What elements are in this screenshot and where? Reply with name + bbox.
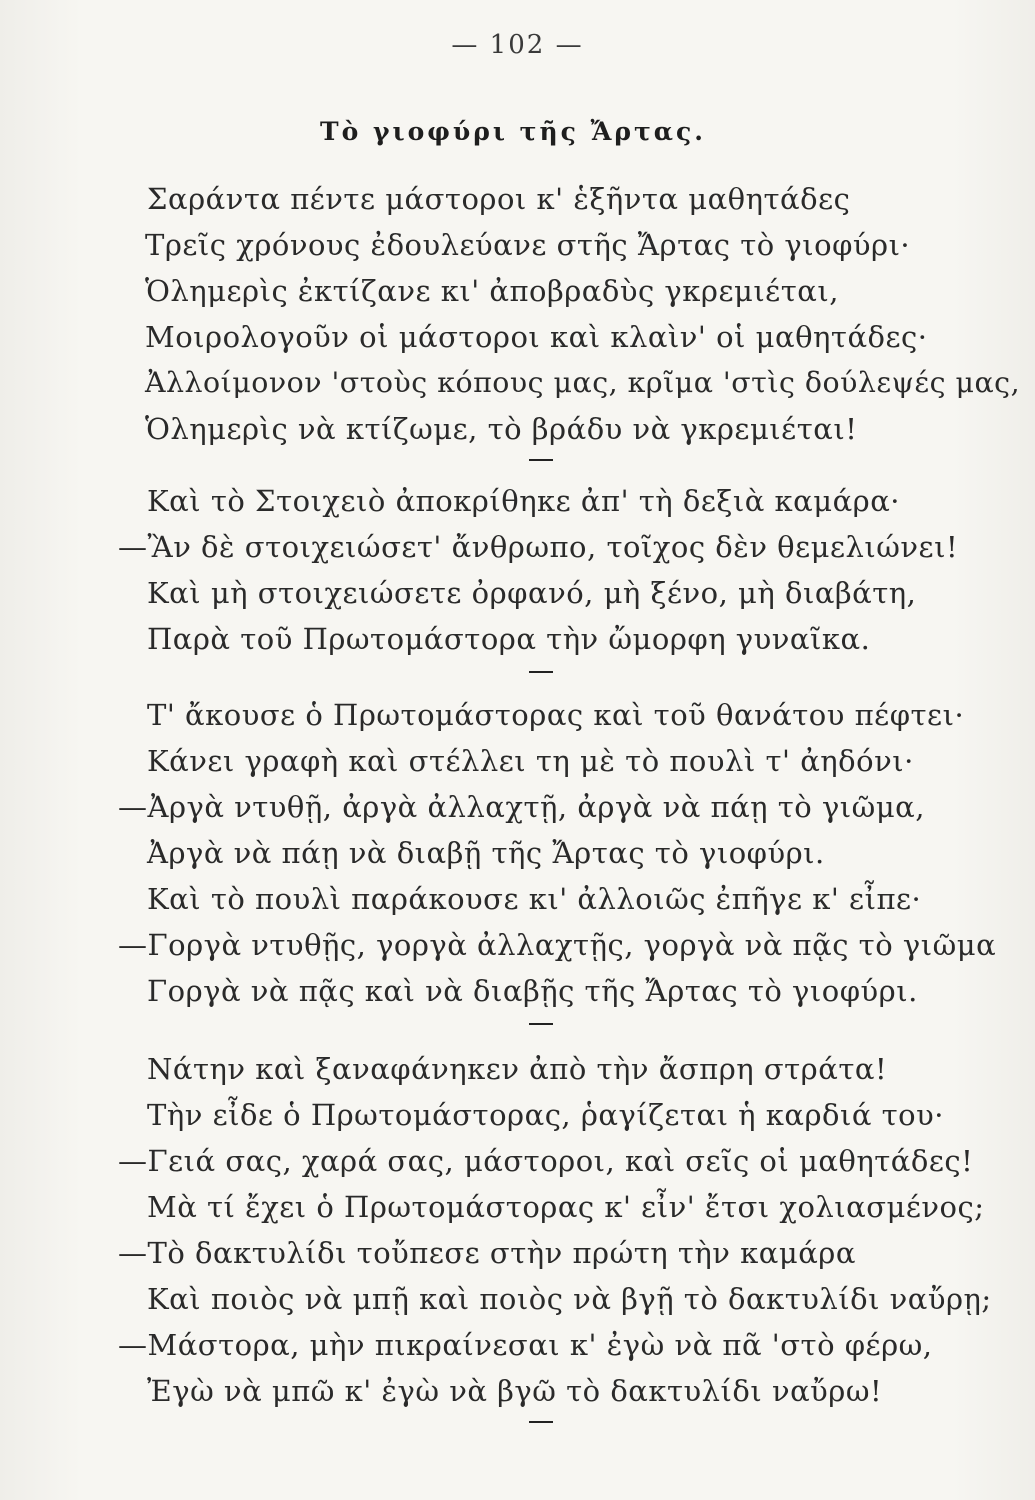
verse-line: Γοργὰ νὰ πᾷς καὶ νὰ διαβῇς τῆς Ἄρτας τὸ γιοφύρι. <box>147 974 918 1008</box>
verse-line: —Ἂν δὲ στοιχειώσετ' ἄνθρωπο, τοῖχος δὲν θεμελιώνει! <box>118 530 959 564</box>
verse-line: Παρὰ τοῦ Πρωτομάστορα τὴν ὤμορφη γυναῖκα. <box>147 622 871 656</box>
verse-line: Μὰ τί ἔχει ὁ Πρωτομάστορας κ' εἶν' ἔτσι χολιασμένος; <box>147 1190 985 1224</box>
verse-line: Καὶ τὸ πουλὶ παράκουσε κι' ἀλλοιῶς ἐπῆγε κ' εἶπε· <box>147 882 922 916</box>
poem-title: Τὸ γιοφύρι τῆς Ἄρτας. <box>320 117 706 146</box>
verse-line: Τρεῖς χρόνους ἐδουλεύανε στῆς Ἄρτας τὸ γιοφύρι· <box>145 228 911 262</box>
page-number: — 102 — <box>451 30 584 60</box>
verse-line: Τ' ἄκουσε ὁ Πρωτομάστορας καὶ τοῦ θανάτου πέφτει· <box>147 698 965 732</box>
verse-line: —Ἀργὰ ντυθῇ, ἀργὰ ἀλλαχτῇ, ἀργὰ νὰ πάῃ τὸ γιῶμα, <box>118 790 925 824</box>
stanza-separator <box>529 459 553 461</box>
verse-line: Ὁλημερὶς ἐκτίζανε κι' ἀποβραδὺς γκρεμιέται, <box>145 274 839 308</box>
verse-line: —Μάστορα, μὴν πικραίνεσαι κ' ἐγὼ νὰ πᾶ 'στὸ φέρω, <box>118 1328 933 1362</box>
verse-line: Νάτην καὶ ξαναφάνηκεν ἀπὸ τὴν ἄσπρη στράτα! <box>147 1052 888 1086</box>
stanza-separator <box>529 1023 553 1025</box>
verse-line: Κάνει γραφὴ καὶ στέλλει τη μὲ τὸ πουλὶ τ' ἀηδόνι· <box>147 744 914 778</box>
verse-line: —Γειά σας, χαρά σας, μάστοροι, καὶ σεῖς οἱ μαθητάδες! <box>118 1144 974 1178</box>
stanza-separator <box>529 1421 553 1423</box>
verse-line: Καὶ ποιὸς νὰ μπῇ καὶ ποιὸς νὰ βγῇ τὸ δακτυλίδι ναὔρῃ; <box>147 1282 992 1316</box>
verse-line: Σαράντα πέντε μάστοροι κ' ἑξῆντα μαθητάδες <box>147 182 851 216</box>
verse-line: Ἀργὰ νὰ πάῃ νὰ διαβῇ τῆς Ἄρτας τὸ γιοφύρι. <box>147 836 825 870</box>
verse-line: Τὴν εἶδε ὁ Πρωτομάστορας, ῥαγίζεται ἡ καρδιά του· <box>147 1098 944 1132</box>
verse-line: Καὶ μὴ στοιχειώσετε ὀρφανό, μὴ ξένο, μὴ διαβάτη, <box>147 576 917 610</box>
verse-line: —Τὸ δακτυλίδι τοὔπεσε στὴν πρώτη τὴν καμάρα <box>118 1236 856 1270</box>
verse-line: Μοιρολογοῦν οἱ μάστοροι καὶ κλαὶν' οἱ μαθητάδες· <box>145 320 928 354</box>
verse-line: —Γοργὰ ντυθῇς, γοργὰ ἀλλαχτῇς, γοργὰ νὰ πᾷς τὸ γιῶμα <box>118 928 997 962</box>
verse-line: Ἀλλοίμονον 'στοὺς κόπους μας, κρῖμα 'στὶς δούλεψές μας, <box>145 366 1021 399</box>
verse-line: Ὁλημερὶς νὰ κτίζωμε, τὸ βράδυ νὰ γκρεμιέται! <box>145 412 858 446</box>
stanza-separator <box>529 671 553 673</box>
verse-line: Ἐγὼ νὰ μπῶ κ' ἐγὼ νὰ βγῶ τὸ δακτυλίδι ναὔρω! <box>147 1374 883 1408</box>
verse-line: Καὶ τὸ Στοιχειὸ ἀποκρίθηκε ἀπ' τὴ δεξιὰ καμάρα· <box>147 484 901 518</box>
